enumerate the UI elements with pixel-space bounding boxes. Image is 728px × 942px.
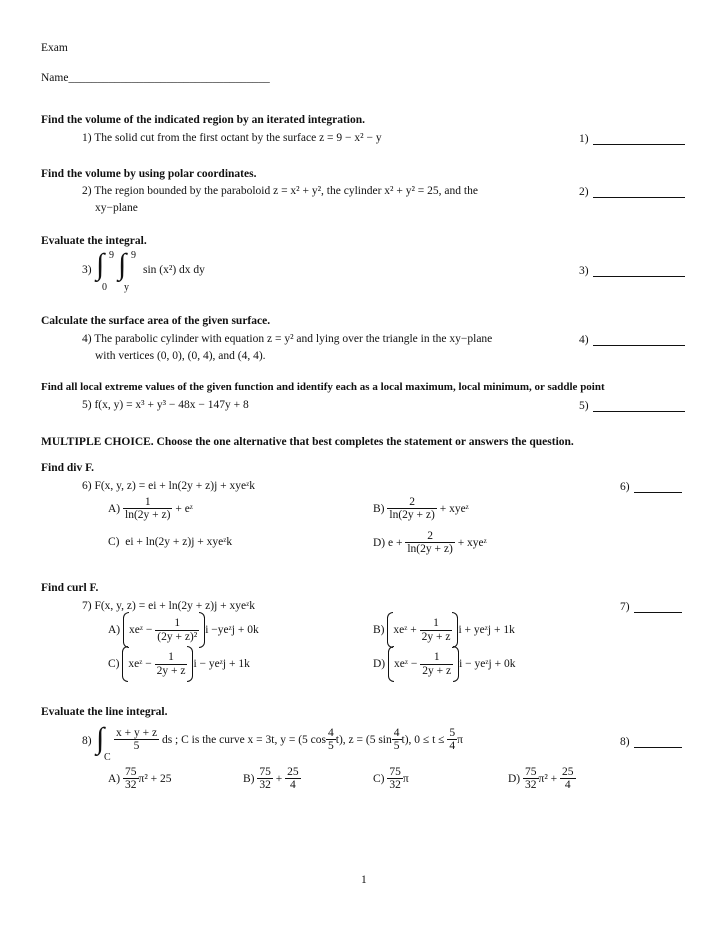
denominator: ln(2y + z) [407, 543, 453, 556]
section-heading: Find the volume by using polar coordinates. [41, 168, 257, 180]
fraction [560, 766, 576, 791]
choice-c[interactable] [373, 766, 409, 791]
choice-label: A) [108, 772, 121, 785]
choice-head: xeᶻ + [393, 624, 417, 636]
answer-slot[interactable] [579, 185, 685, 198]
choice-label: B) [373, 624, 385, 636]
choice-label: D) [508, 772, 521, 785]
choice-label: D) [373, 536, 386, 549]
answer-slot[interactable] [579, 132, 685, 145]
expression-text: t), z = (5 sin [335, 733, 392, 746]
numerator: 4 [393, 727, 400, 739]
name-field[interactable]: Name___________________________________ [41, 72, 270, 84]
fraction [155, 651, 188, 676]
question-text: 2) The region bounded by the paraboloid z = x² + y², the cylinder x² + y² = 25, and the [82, 185, 478, 197]
fraction [257, 766, 273, 791]
fraction [285, 766, 301, 791]
question-text: 5) f(x, y) = x³ + y³ − 48x − 147y + 8 [82, 399, 249, 411]
choice-tail: + xyeᶻ [439, 502, 469, 515]
denominator: 32 [389, 779, 401, 792]
fraction [123, 766, 139, 791]
answer-number: 8) [620, 736, 630, 748]
question-text-cont: xy−plane [95, 202, 138, 214]
answer-blank[interactable] [634, 600, 682, 613]
answer-slot[interactable] [620, 480, 682, 493]
choice-d[interactable] [373, 530, 487, 555]
question-text: 1) The solid cut from the first octant by the surface z = 9 − x² − y [82, 132, 382, 144]
exam-label: Exam [41, 42, 68, 54]
denominator: ln(2y + z) [125, 509, 171, 522]
fraction [447, 727, 457, 752]
fraction [155, 617, 199, 642]
choice-text: ei + ln(2y + z)j + xyeᶻk [125, 536, 233, 548]
choice-tail: π² + 25 [138, 772, 172, 785]
choice-tail: + eᶻ [175, 502, 193, 515]
choice-head: e + [388, 536, 403, 549]
choice-label: A) [108, 502, 121, 515]
answer-number: 2) [579, 186, 589, 198]
choice-label: B) [373, 502, 385, 515]
integral-sign: ∫ [96, 722, 105, 755]
choice-a[interactable] [108, 766, 172, 791]
numerator: 25 [287, 766, 299, 778]
answer-blank[interactable] [593, 399, 685, 412]
upper-limit: 9 [131, 250, 136, 261]
choice-a[interactable] [108, 496, 193, 521]
choice-c[interactable] [108, 646, 250, 682]
denominator: 2y + z [422, 664, 452, 677]
question-number: 8) [82, 735, 92, 747]
choice-label: B) [243, 772, 255, 785]
integral-sign: ∫ [96, 248, 105, 281]
expression-text: ds ; C is the curve x = 3t, y = (5 cos [161, 733, 327, 746]
choice-label: C) [373, 772, 385, 785]
lower-limit: 0 [102, 282, 107, 293]
lower-limit: y [124, 282, 129, 293]
question-text: 6) F(x, y, z) = ei + ln(2y + z)j + xyeᶻk [82, 480, 256, 492]
multiple-choice-heading: MULTIPLE CHOICE. Choose the one alternative that best completes the statement or answers the question. [41, 436, 574, 448]
choice-b[interactable] [373, 612, 515, 648]
choice-tail: + xyeᶻ [457, 536, 487, 549]
answer-slot[interactable] [579, 399, 685, 412]
choice-tail: π [402, 772, 409, 785]
answer-number: 4) [579, 334, 589, 346]
expression-text: t), 0 ≤ t ≤ [401, 733, 445, 746]
answer-blank[interactable] [593, 185, 685, 198]
answer-blank[interactable] [634, 735, 682, 748]
numerator: x + y + z [116, 727, 158, 739]
fraction [523, 766, 539, 791]
choice-tail: i − yeᶻj + 0k [459, 658, 516, 670]
numerator: 75 [389, 766, 401, 778]
numerator: 1 [144, 496, 151, 508]
question-text: 7) F(x, y, z) = ei + ln(2y + z)j + xyeᶻk [82, 600, 256, 612]
denominator: 2y + z [421, 630, 451, 643]
choice-label: C) [108, 658, 120, 670]
numerator: 1 [174, 617, 181, 630]
denominator: (2y + z)² [157, 630, 198, 643]
upper-limit: 9 [109, 250, 114, 261]
answer-blank[interactable] [593, 333, 685, 346]
answer-slot[interactable] [579, 264, 685, 277]
choice-head: xeᶻ − [128, 658, 152, 670]
choice-b[interactable] [373, 496, 469, 521]
denominator: 4 [560, 778, 576, 791]
denominator: ln(2y + z) [389, 509, 435, 522]
question-text: 4) The parabolic cylinder with equation z = y² and lying over the triangle in the xy−plane [82, 333, 493, 345]
numerator: 25 [562, 766, 574, 778]
expression-text: π [457, 733, 463, 746]
fraction [326, 727, 336, 752]
denominator: 5 [328, 740, 334, 753]
fraction [114, 727, 159, 752]
denominator: 5 [393, 740, 400, 753]
fraction [420, 617, 453, 642]
numerator: 75 [259, 766, 271, 778]
section-heading: Find all local extreme values of the given function and identify each as a local maximum, local minimum, or saddle point [41, 381, 605, 393]
choice-tail: i − yeᶻj + 1k [193, 658, 250, 670]
numerator: 5 [449, 727, 456, 739]
answer-blank[interactable] [593, 132, 685, 145]
integral-subscript: C [104, 752, 111, 763]
numerator: 4 [328, 727, 334, 739]
answer-slot[interactable] [620, 735, 682, 748]
fraction [387, 496, 436, 521]
answer-number: 5) [579, 400, 589, 412]
answer-blank[interactable] [634, 480, 682, 493]
section-heading: Evaluate the integral. [41, 235, 147, 247]
question-number: 3) [82, 264, 92, 276]
numerator: 2 [427, 530, 433, 542]
integrand: sin (x²) dx dy [143, 264, 205, 276]
numerator: 1 [433, 651, 440, 664]
choice-label: D) [373, 658, 386, 670]
section-heading: Find curl F. [41, 582, 99, 594]
choice-b[interactable] [243, 766, 301, 791]
section-heading: Calculate the surface area of the given surface. [41, 315, 271, 327]
answer-number: 1) [579, 133, 589, 145]
section-heading: Evaluate the line integral. [41, 706, 168, 718]
choice-d[interactable] [373, 646, 515, 682]
fraction [387, 766, 403, 791]
denominator: 2y + z [156, 664, 186, 677]
plus-sign: + [275, 772, 283, 785]
section-heading: Find the volume of the indicated region by an iterated integration. [41, 114, 366, 126]
denominator: 32 [259, 779, 271, 792]
answer-slot[interactable] [620, 600, 682, 613]
choice-tail: i −yeᶻj + 0k [205, 624, 259, 636]
choice-a[interactable] [108, 612, 259, 648]
numerator: 1 [168, 651, 174, 664]
choice-label: A) [108, 624, 121, 636]
numerator: 2 [409, 496, 415, 508]
numerator: 75 [125, 766, 137, 778]
answer-blank[interactable] [593, 264, 685, 277]
choice-tail: i + yeᶻj + 1k [458, 624, 515, 636]
choice-label: C) [108, 536, 120, 548]
answer-number: 6) [620, 481, 630, 493]
answer-number: 7) [620, 601, 630, 613]
question-text-cont: with vertices (0, 0), (0, 4), and (4, 4). [95, 350, 266, 362]
page-number: 1 [361, 874, 367, 886]
answer-slot[interactable] [579, 333, 685, 346]
fraction [405, 530, 454, 555]
denominator: 4 [449, 740, 456, 753]
choice-head: xeᶻ − [129, 624, 153, 636]
line-integral-expression [114, 727, 463, 752]
denominator: 4 [285, 778, 301, 791]
fraction [123, 496, 172, 521]
integral-sign: ∫ [118, 248, 127, 281]
numerator: 1 [433, 617, 439, 630]
denominator: 32 [525, 779, 537, 792]
denominator: 32 [125, 779, 137, 792]
section-heading: Find div F. [41, 462, 94, 474]
numerator: 75 [525, 766, 537, 778]
fraction [392, 727, 402, 752]
choice-head: xeᶻ − [394, 658, 418, 670]
choice-c[interactable] [108, 536, 232, 548]
denominator: 5 [114, 739, 159, 752]
choice-mid: π² + [538, 772, 558, 785]
choice-d[interactable] [508, 766, 576, 791]
fraction [420, 651, 453, 676]
answer-number: 3) [579, 265, 589, 277]
